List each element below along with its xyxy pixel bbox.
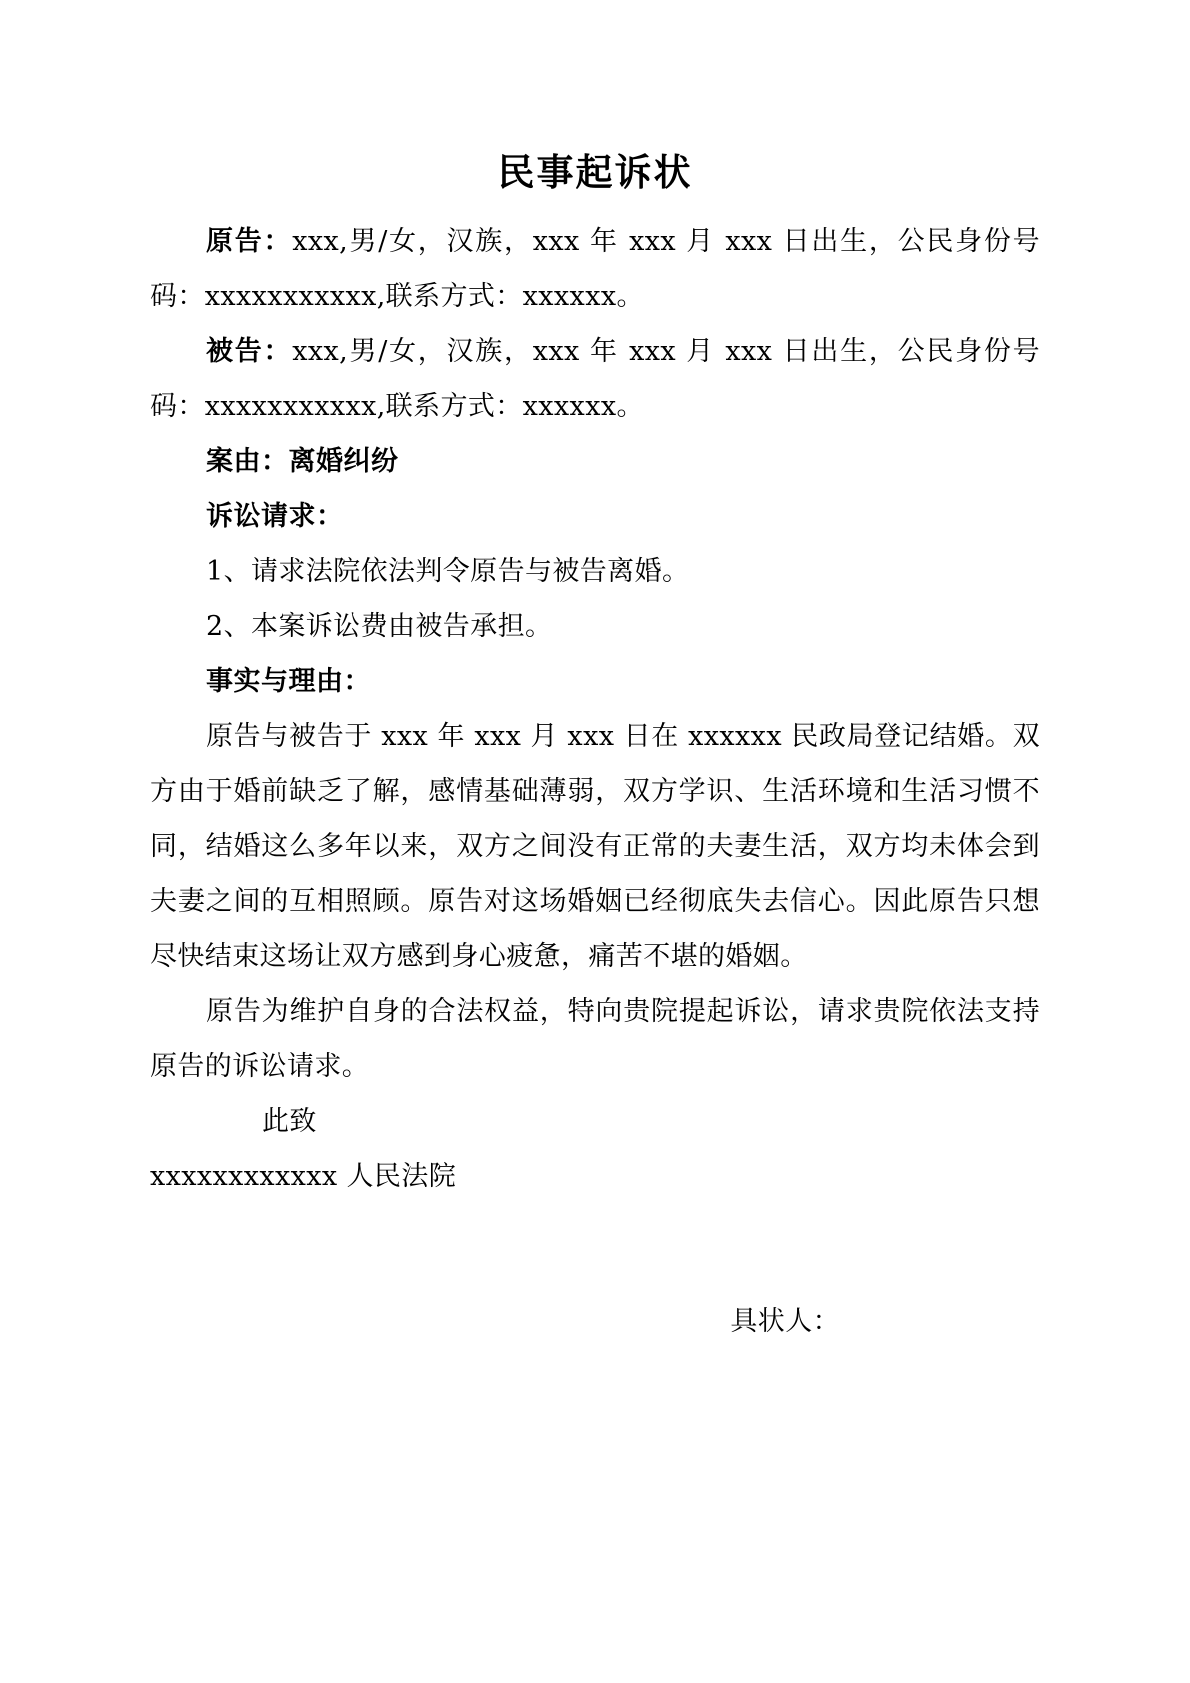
facts-heading: 事实与理由： [206,666,371,698]
cause-of-action-value: 离婚纠纷 [288,446,399,478]
signer-line: 具状人： [730,1306,840,1338]
signature-spacer [150,1204,1040,1294]
plaintiff-details: xxx,男/女，汉族，xxx 年 xxx 月 xxx 日出生，公民身份号码：xxxxxxxxxxx,联系方式：xxxxxx。 [150,226,1040,313]
plaintiff-paragraph [150,214,1040,324]
page-title: 民事起诉状 [497,150,693,194]
closing-salutation: 此致 [262,1106,317,1138]
defendant-label: 被告： [206,336,293,368]
facts-paragraph-1: 原告与被告于 xxx 年 xxx 月 xxx 日在 xxxxxx 民政局登记结婚。双方由于婚前缺乏了解，感情基础薄弱，双方学识、生活环境和生活习惯不同，结婚这么多年以来，双方之间没有正常的夫妻生活，双方均未体会到夫妻之间的互相照顾。原告对这场婚姻已经彻底失去信心。因此原告只想尽快结束这场让双方感到身心疲惫，痛苦不堪的婚姻。 [150,721,1040,973]
addressed-court: xxxxxxxxxxxx 人民法院 [150,1161,457,1193]
claim-item-1: 1、请求法院依法判令原告与被告离婚。 [206,556,690,588]
cause-of-action-label: 案由： [206,446,289,478]
defendant-details: xxx,男/女，汉族，xxx 年 xxx 月 xxx 日出生，公民身份号码：xxxxxxxxxxx,联系方式：xxxxxx。 [150,336,1040,423]
claims-heading: 诉讼请求： [206,501,344,533]
defendant-paragraph [150,324,1040,434]
facts-paragraph-2: 原告为维护自身的合法权益，特向贵院提起诉讼，请求贵院依法支持原告的诉讼请求。 [150,996,1040,1083]
plaintiff-label: 原告： [206,226,293,258]
claim-item-2: 2、本案诉讼费由被告承担。 [206,611,553,643]
cause-of-action-line [150,434,1040,489]
